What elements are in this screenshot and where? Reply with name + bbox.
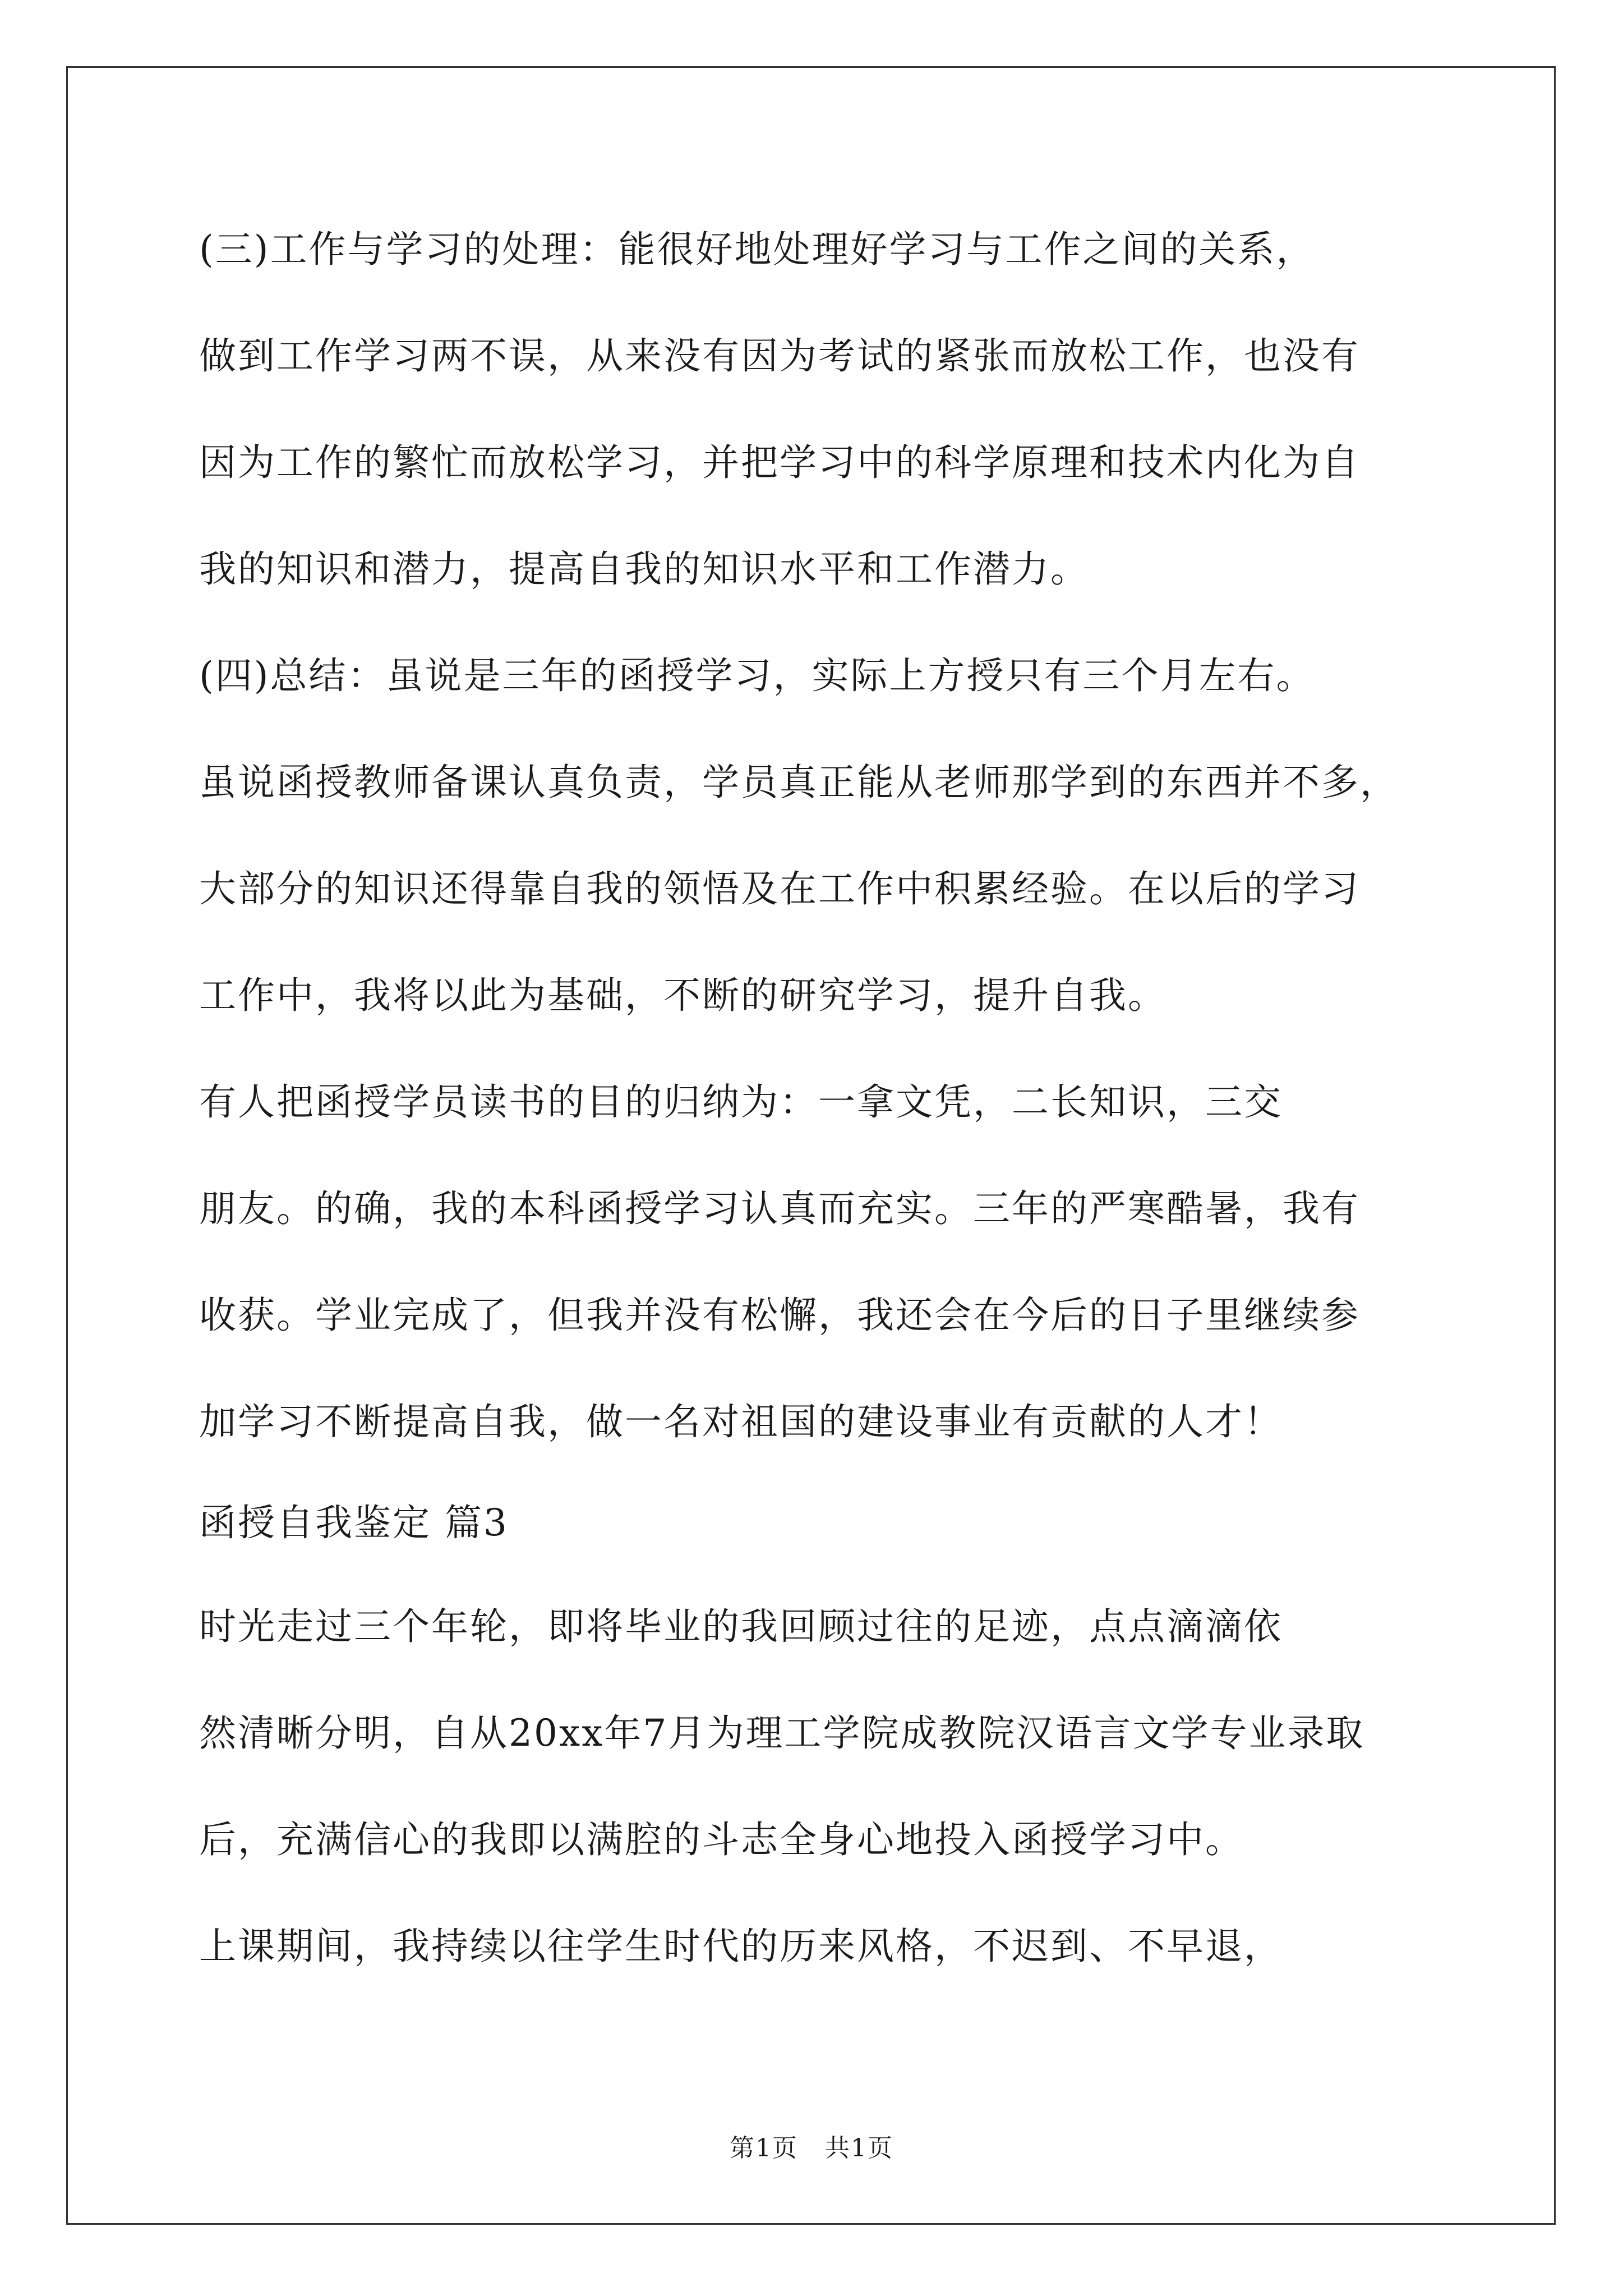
text-line: 有人把函授学员读书的目的归纳为：一拿文凭，二长知识，三交 <box>199 1080 1283 1124</box>
text-line: 加学习不断提高自我，做一名对祖国的建设事业有贡献的人才！ <box>199 1400 1283 1443</box>
text-line: (四)总结：虽说是三年的函授学习，实际上方授只有三个月左右。 <box>199 654 1315 697</box>
text-line: (三)工作与学习的处理：能很好地处理好学习与工作之间的关系， <box>199 228 1315 271</box>
text-line: 因为工作的繁忙而放松学习，并把学习中的科学原理和技术内化为自 <box>199 441 1360 484</box>
text-line: 后，充满信心的我即以满腔的斗志全身心地投入函授学习中。 <box>199 1818 1244 1861</box>
text-line: 做到工作学习两不误，从来没有因为考试的紧张而放松工作，也没有 <box>199 334 1360 378</box>
text-line: 我的知识和潜力，提高自我的知识水平和工作潜力。 <box>199 547 1089 591</box>
text-line: 虽说函授教师备课认真负责，学员真正能从老师那学到的东西并不多， <box>199 761 1399 804</box>
page-footer: 第1页 共1页 <box>730 2134 893 2162</box>
text-line: 朋友。的确，我的本科函授学习认真而充实。三年的严寒酷暑，我有 <box>199 1187 1360 1230</box>
text-line: 大部分的知识还得靠自我的领悟及在工作中积累经验。在以后的学习 <box>199 867 1360 910</box>
text-line: 时光走过三个年轮，即将毕业的我回顾过往的足迹，点点滴滴依 <box>199 1605 1283 1648</box>
text-line: 收获。学业完成了，但我并没有松懈，我还会在今后的日子里继续参 <box>199 1294 1360 1337</box>
text-line: 然清晰分明，自从20xx年7月为理工学院成教院汉语言文学专业录取 <box>199 1711 1365 1755</box>
text-line: 工作中，我将以此为基础，不断的研究学习，提升自我。 <box>199 974 1166 1017</box>
text-line: 上课期间，我持续以往学生时代的历来风格，不迟到、不早退， <box>199 1925 1283 1968</box>
section-heading: 函授自我鉴定 篇3 <box>199 1501 509 1544</box>
